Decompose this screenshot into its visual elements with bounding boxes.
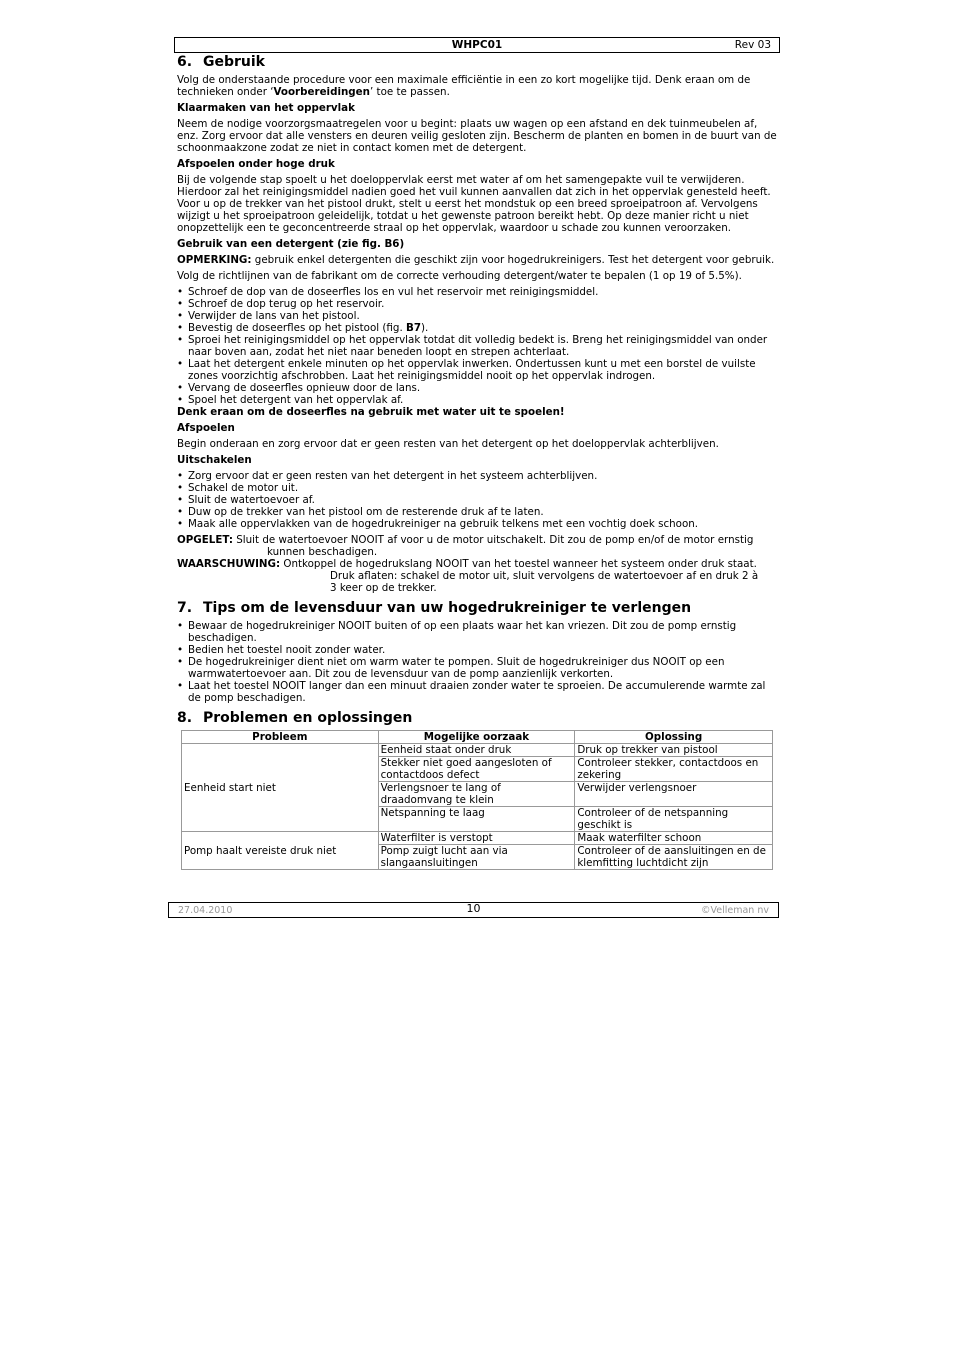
page-content bbox=[177, 52, 778, 870]
problem-cell: Eenheid start niet bbox=[182, 744, 379, 832]
detergent-steps bbox=[177, 286, 778, 406]
revision: Rev 03 bbox=[734, 39, 771, 51]
warning-text-cont: Druk aflaten: schakel de motor uit, sluit vervolgens de watertoevoer af en druk 2 à bbox=[330, 570, 759, 582]
list-item: • Bevestig de doseerfles op het pistool (fig. B7). bbox=[177, 322, 778, 334]
column-header: Probleem bbox=[182, 731, 379, 744]
table-header-row bbox=[182, 731, 773, 744]
footer-copyright: ©Velleman nv bbox=[701, 905, 769, 916]
paragraph-afspoelen: Begin onderaan en zorg ervoor dat er geen resten van het detergent op het doeloppervlak achterblijven. bbox=[177, 438, 719, 450]
note-opmerking: OPMERKING: gebruik enkel detergenten die geschikt zijn voor hogedrukreinigers. Test het detergent voor gebruik. bbox=[177, 254, 775, 266]
list-item: • Verwijder de lans van het pistool. bbox=[177, 310, 778, 322]
list-item: • Laat het detergent enkele minuten op het oppervlak inwerken. Ondertussen kunt u met een borstel de vuilste zones voorzichtig afschrobben. Laat het reinigingsmiddel nooit op het oppervlak indrogen. bbox=[177, 358, 778, 382]
list-item: • Schakel de motor uit. bbox=[177, 482, 778, 494]
caution-text-cont: kunnen beschadigen. bbox=[267, 546, 378, 558]
list-item: • Spoel het detergent van het oppervlak af. bbox=[177, 394, 778, 406]
list-item: • Schroef de dop van de doseerfles los en vul het reservoir met reinigingsmiddel. bbox=[177, 286, 778, 298]
footer-date: 27.04.2010 bbox=[178, 905, 233, 916]
page-header bbox=[174, 37, 780, 53]
cause-cell: Eenheid staat onder druk bbox=[378, 744, 575, 757]
subheading-afspoelen-hoge-druk: Afspoelen onder hoge druk bbox=[177, 158, 335, 170]
list-item: • Vervang de doseerfles opnieuw door de lans. bbox=[177, 382, 778, 394]
list-item: • Zorg ervoor dat er geen resten van het detergent in het systeem achterblijven. bbox=[177, 470, 778, 482]
list-item: • Bedien het toestel nooit zonder water. bbox=[177, 644, 778, 656]
shutdown-steps bbox=[177, 470, 778, 530]
list-item: • De hogedrukreiniger dient niet om warm water te pompen. Sluit de hogedrukreiniger dus NOOIT op een warmwatertoevoer aan. Dit zou de levensduur van de pomp aanzienlijk verkorten. bbox=[177, 656, 778, 680]
solution-cell: Controleer of de netspanning geschikt is bbox=[575, 807, 773, 832]
rinse-reminder: Denk eraan om de doseerfles na gebruik met water uit te spoelen! bbox=[177, 406, 565, 418]
section-6-heading: 6. Gebruik bbox=[177, 54, 265, 70]
solution-cell: Verwijder verlengsnoer bbox=[575, 782, 773, 807]
caution-text: Sluit de watertoevoer NOOIT af voor u de motor uitschakelt. Dit zou de pomp en/of de motor ernstig bbox=[232, 534, 754, 546]
caution-block bbox=[177, 534, 778, 594]
model-number: WHPC01 bbox=[451, 39, 503, 51]
solution-cell: Maak waterfilter schoon bbox=[575, 832, 773, 845]
list-item: • Laat het toestel NOOIT langer dan een minuut draaien zonder water te sproeien. De accumulerende warmte zal de pomp beschadigen. bbox=[177, 680, 778, 704]
cause-cell: Pomp zuigt lucht aan via slangaansluitingen bbox=[378, 845, 575, 870]
problem-cell: Pomp haalt vereiste druk niet bbox=[182, 832, 379, 870]
table-row bbox=[182, 832, 773, 845]
paragraph-ratio: Volg de richtlijnen van de fabrikant om de correcte verhouding detergent/water te bepalen (1 op 19 of 5.5%). bbox=[177, 270, 742, 282]
cause-cell: Waterfilter is verstopt bbox=[378, 832, 575, 845]
section-7-heading: 7. Tips om de levensduur van uw hogedrukreiniger te verlengen bbox=[177, 600, 692, 616]
list-item: • Schroef de dop terug op het reservoir. bbox=[177, 298, 778, 310]
paragraph-klaarmaken: Neem de nodige voorzorgsmaatregelen voor u begint: plaats uw wagen op een afstand en dek tuinmeubelen af, enz. Zorg ervoor dat alle vensters en deuren veilig gesloten zijn. Bescherm de planten en bomen in de buurt van de schoonmaakzone zodat ze niet in contact komen met de detergent. bbox=[177, 118, 777, 154]
solution-cell: Controleer of de aansluitingen en de klemfitting luchtdicht zijn bbox=[575, 845, 773, 870]
solution-cell: Controleer stekker, contactdoos en zekering bbox=[575, 757, 773, 782]
paragraph-afspoelen-hoge-druk: Bij de volgende stap spoelt u het doeloppervlak eerst met water af om het samengepakte vuil te verwijderen. Hierdoor zal het reinigingsmiddel nadien goed het vuil kunnen aanvallen dat zich in het oppervlak genesteld heeft. Voor u op de trekker van het pistool drukt, stelt u eerst het mondstuk op een breed sproeipatroon af. Vervolgens wijzigt u het sproeipatroon geleidelijk, totdat u het gewenste patroon bereikt hebt. Op deze manier richt u niet onopzettelijk een te geconcentreerde straal op het oppervlak, waardoor u schade zou kunnen veroorzaken. bbox=[177, 174, 771, 234]
page-number: 10 bbox=[466, 902, 481, 915]
page-footer bbox=[168, 902, 779, 918]
cause-cell: Verlengsnoer te lang of draadomvang te klein bbox=[378, 782, 575, 807]
cause-cell: Netspanning te laag bbox=[378, 807, 575, 832]
section-6-intro: Volg de onderstaande procedure voor een maximale efficiëntie in een zo kort mogelijke tijd. Denk eraan om de technieken onder ‘Voorbereidingen’ toe te passen. bbox=[177, 74, 751, 98]
warning-label: WAARSCHUWING: bbox=[177, 558, 281, 570]
cause-cell: Stekker niet goed aangesloten of contactdoos defect bbox=[378, 757, 575, 782]
section-8-heading: 8. Problemen en oplossingen bbox=[177, 710, 413, 726]
caution-label: OPGELET: bbox=[177, 534, 233, 546]
column-header: Mogelijke oorzaak bbox=[378, 731, 575, 744]
column-header: Oplossing bbox=[575, 731, 773, 744]
list-item: • Maak alle oppervlakken van de hogedrukreiniger na gebruik telkens met een vochtig doek schoon. bbox=[177, 518, 778, 530]
list-item: • Sproei het reinigingsmiddel op het oppervlak totdat dit volledig bedekt is. Breng het reinigingsmiddel van onder naar boven aan, zodat het niet naar beneden loopt en strepen achterlaat. bbox=[177, 334, 778, 358]
list-item: • Duw op de trekker van het pistool om de resterende druk af te laten. bbox=[177, 506, 778, 518]
warning-text-cont: 3 keer op de trekker. bbox=[330, 582, 437, 594]
subheading-klaarmaken: Klaarmaken van het oppervlak bbox=[177, 102, 355, 114]
tips-list bbox=[177, 620, 778, 704]
list-item: • Sluit de watertoevoer af. bbox=[177, 494, 778, 506]
troubleshooting-table bbox=[181, 730, 773, 870]
subheading-uitschakelen: Uitschakelen bbox=[177, 454, 252, 466]
list-item: • Bewaar de hogedrukreiniger NOOIT buiten of op een plaats waar het kan vriezen. Dit zou de pomp ernstig beschadigen. bbox=[177, 620, 778, 644]
subheading-detergent: Gebruik van een detergent (zie fig. B6) bbox=[177, 238, 405, 250]
warning-text: Ontkoppel de hogedrukslang NOOIT van het toestel wanneer het systeem onder druk staat. bbox=[280, 558, 757, 570]
solution-cell: Druk op trekker van pistool bbox=[575, 744, 773, 757]
table-row bbox=[182, 744, 773, 757]
subheading-afspoelen: Afspoelen bbox=[177, 422, 235, 434]
